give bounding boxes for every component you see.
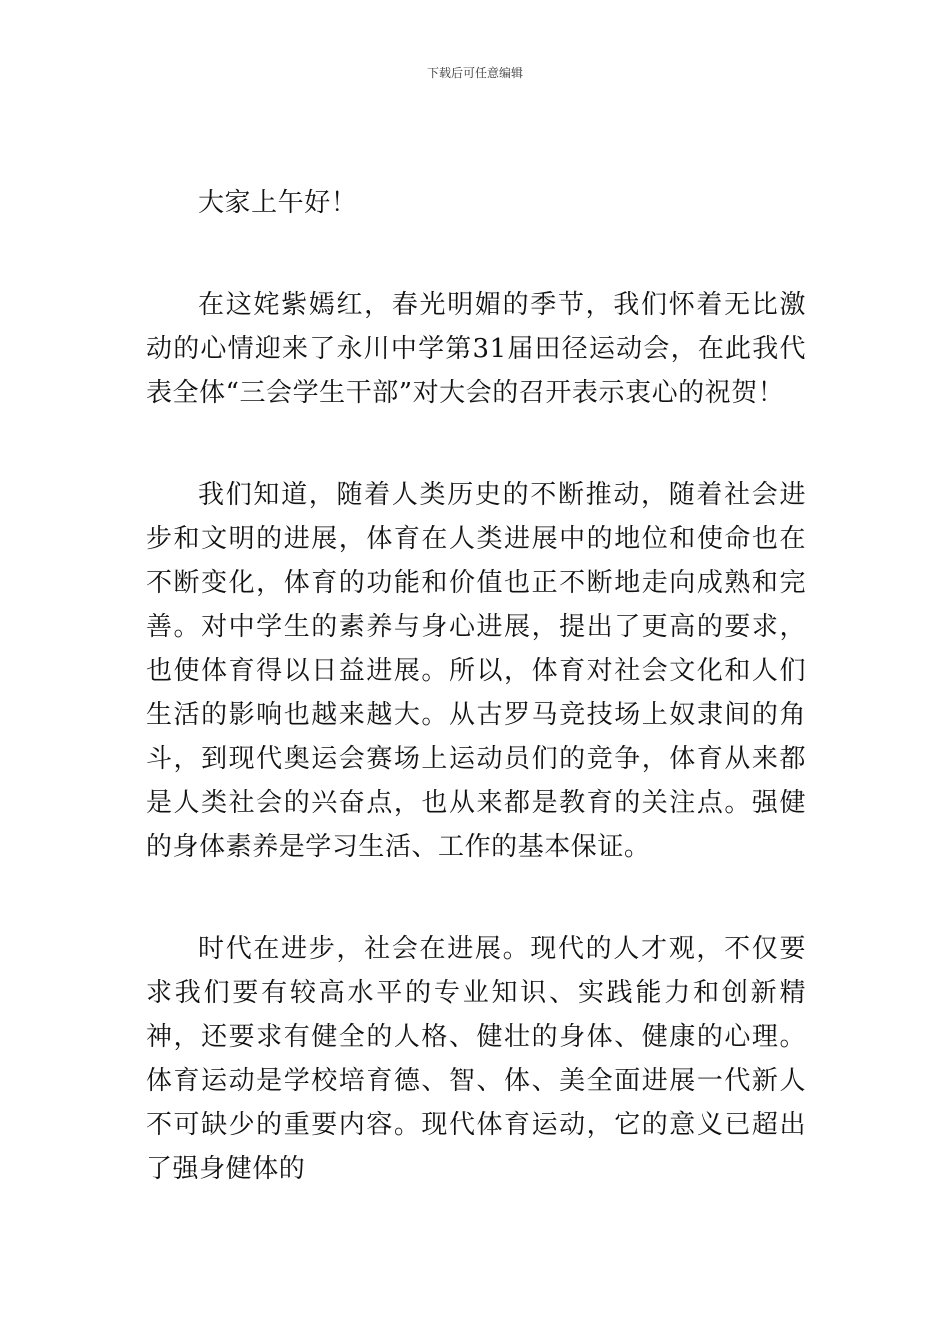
document-body — [146, 181, 806, 1191]
page-header: 下载后可任意编辑 — [426, 66, 523, 80]
greeting-paragraph: 大家上午好！ — [198, 188, 358, 218]
opening-paragraph: 在这姹紫嫣红，春光明媚的季节，我们怀着无比激动的心情迎来了永川中学第31届田径运动会，在此我代表全体“三会学生干部”对大会的召开表示衷心的祝贺！ — [146, 290, 806, 408]
modern-talent-paragraph: 时代在进步，社会在进展。现代的人才观，不仅要求我们要有较高水平的专业知识、实践能力和创新精神，还要求有健全的人格、健壮的身体、健康的心理。体育运动是学校培育德、智、体、美全面进展一代新人不可缺少的重要内容。现代体育运动，它的意义已超出了强身健体的 — [146, 934, 806, 1184]
sports-history-paragraph: 我们知道，随着人类历史的不断推动，随着社会进步和文明的进展，体育在人类进展中的地位和使命也在不断变化，体育的功能和价值也正不断地走向成熟和完善。对中学生的素养与身心进展，提出了更高的要求，也使体育得以日益进展。所以，体育对社会文化和人们生活的影响也越来越大。从古罗马竞技场上奴隶间的角斗，到现代奥运会赛场上运动员们的竞争，体育从来都是人类社会的兴奋点，也从来都是教育的关注点。强健的身体素养是学习生活、工作的基本保证。 — [146, 480, 806, 862]
